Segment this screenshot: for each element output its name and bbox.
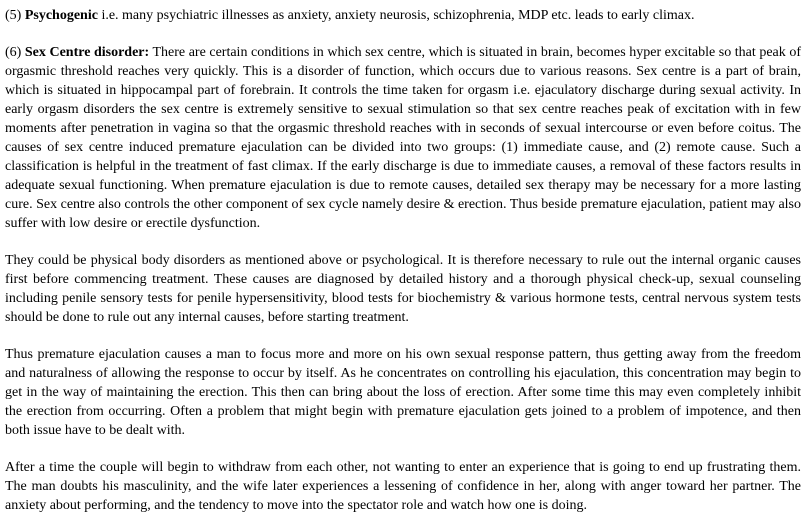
paragraph-lead: Psychogenic [24, 8, 98, 23]
paragraph-sex-centre-disorder [5, 43, 801, 233]
paragraph-text: There are certain conditions in which sex centre, which is situated in brain, becomes hyper excitable so that peak of orgasmic threshold reaches very quickly. This is a disorder of function, which occurs due to various reasons. Sex centre is a part of brain, which is situated in hippocampal part of forebrain. It controls the time taken for orgasm i.e. ejaculatory discharge during sexual activity. In early orgasm disorders the sex centre is extremely sensitive to sexual stimulation so that sex centre reaches peak of excitation with in few moments after penetration in vagina so that the orgasmic threshold reaches with in seconds of sexual intercourse or even before coitus. The causes of sex centre induced premature ejaculation can be divided into two groups: (1) immediate cause, and (2) remote cause. Such a classification is helpful in the treatment of fast climax. If the early discharge is due to immediate causes, a removal of these factors results in adequate sexual functioning. When premature ejaculation is due to remote causes, detailed sex therapy may be necessary for a more lasting cure. Sex centre also controls the other component of sex cycle namely desire & erection. Thus beside premature ejaculation, patient may also suffer with low desire or erectile dysfunction. [5, 45, 801, 231]
paragraph-physical-or-psychological [5, 251, 801, 327]
paragraph-text: Thus premature ejaculation causes a man to focus more and more on his own sexual response pattern, thus getting away from the freedom and naturalness of allowing the response to occur by itself. As he concentrates on controlling his ejaculation, this concentration may begin to get in the way of maintaining the erection. This then can bring about the loss of erection. After some time this may even completely inhibit the erection from occurring. Often a problem that might begin with premature ejaculation gets joined to a problem of impotence, and then both issue have to be dealt with. [5, 347, 801, 438]
paragraph-lead: Sex Centre disorder: [24, 45, 150, 60]
paragraph-prefix: (5) [5, 8, 25, 23]
paragraph-focus-on-response [5, 345, 801, 440]
paragraph-text: They could be physical body disorders as mentioned above or psychological. It is therefore necessary to rule out the internal organic causes first before commencing treatment. These causes are diagnosed by detailed history and a thorough physical check-up, sexual counseling including penile sensory tests for penile hypersensitivity, blood tests for biochemistry & various hormone tests, central nervous system tests should be done to rule out any internal causes, before starting treatment. [5, 253, 801, 325]
paragraph-psychogenic [5, 6, 801, 25]
paragraph-prefix: (6) [5, 45, 25, 60]
paragraph-text: i.e. many psychiatric illnesses as anxiety, anxiety neurosis, schizophrenia, MDP etc. leads to early climax. [97, 8, 695, 23]
paragraph-text: After a time the couple will begin to withdraw from each other, not wanting to enter an experience that is going to end up frustrating them. The man doubts his masculinity, and the wife later experiences a lessening of confidence in her, along with anger toward her partner. The anxiety about performing, and the tendency to move into the spectator role and watch how one is doing. [5, 460, 801, 513]
paragraph-couple-withdrawal [5, 458, 801, 515]
